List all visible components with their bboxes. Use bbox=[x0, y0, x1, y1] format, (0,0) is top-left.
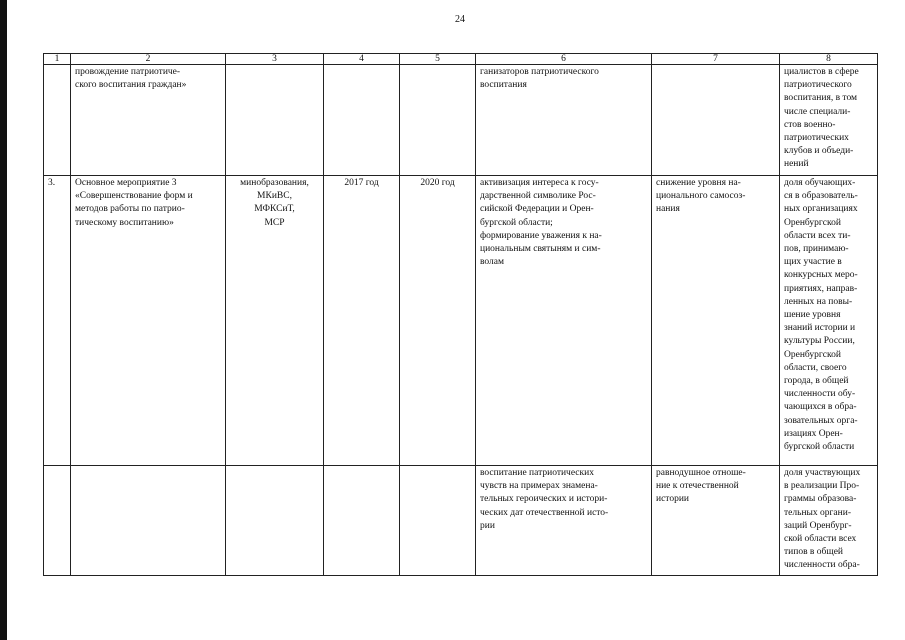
end-year-cell: 2020 год bbox=[400, 176, 476, 466]
executor-cell bbox=[226, 466, 324, 576]
col-header-3: 3 bbox=[226, 54, 324, 65]
indicator-cell: доля участвующих в реализации Про- граммы образова- тельных органи- заций Оренбург- ской области всех типов в общей численности обра- bbox=[780, 466, 878, 576]
table-row bbox=[44, 65, 878, 176]
page-number: 24 bbox=[455, 14, 465, 25]
left-binding-bar bbox=[0, 0, 7, 640]
end-year-cell bbox=[400, 466, 476, 576]
col-header-4: 4 bbox=[324, 54, 400, 65]
program-table bbox=[43, 53, 878, 576]
col-header-8: 8 bbox=[780, 54, 878, 65]
col-header-2: 2 bbox=[71, 54, 226, 65]
consequence-cell: снижение уровня на- ционального самосоз- нания bbox=[652, 176, 780, 466]
indicator-cell: циалистов в сфере патриотического воспитания, в том числе специали- стов военно- патриотических клубов и объеди- нений bbox=[780, 65, 878, 176]
row-number-cell: 3. bbox=[44, 176, 71, 466]
event-name-cell bbox=[71, 466, 226, 576]
consequence-cell: равнодушное отноше- ние к отечественной истории bbox=[652, 466, 780, 576]
expected-result-cell: ганизаторов патриотического воспитания bbox=[476, 65, 652, 176]
consequence-cell bbox=[652, 65, 780, 176]
col-header-1: 1 bbox=[44, 54, 71, 65]
executor-cell bbox=[226, 65, 324, 176]
event-name-cell: Основное мероприятие 3 «Совершенствование форм и методов работы по патрио- тическому воспитанию» bbox=[71, 176, 226, 466]
row-number-cell bbox=[44, 65, 71, 176]
start-year-cell: 2017 год bbox=[324, 176, 400, 466]
end-year-cell bbox=[400, 65, 476, 176]
executor-cell: минобразования, МКиВС, МФКСиТ, МСР bbox=[226, 176, 324, 466]
table-row bbox=[44, 466, 878, 576]
column-number-header bbox=[44, 54, 878, 65]
col-header-5: 5 bbox=[400, 54, 476, 65]
expected-result-cell: воспитание патриотических чувств на примерах знамена- тельных героических и истори- ческих дат отечественной исто- рии bbox=[476, 466, 652, 576]
indicator-cell: доля обучающих- ся в образователь- ных организациях Оренбургской области всех ти- пов, принимаю- щих участие в конкурсных меро- приятиях, направ- ленных на повы- шение уровня знаний истории и культуры России, Оренбургской области, своего города, в общей численности обу- чающихся в обра- зовательных орга- изациях Орен- бургской области bbox=[780, 176, 878, 466]
row-number-cell bbox=[44, 466, 71, 576]
col-header-6: 6 bbox=[476, 54, 652, 65]
col-header-7: 7 bbox=[652, 54, 780, 65]
start-year-cell bbox=[324, 466, 400, 576]
event-name-cell: провождение патриотиче- ского воспитания граждан» bbox=[71, 65, 226, 176]
expected-result-cell: активизация интереса к госу- дарственной символике Рос- сийской Федерации и Орен- бургской области; формирование уважения к на- циональным святыням и сим- волам bbox=[476, 176, 652, 466]
start-year-cell bbox=[324, 65, 400, 176]
table-row bbox=[44, 176, 878, 466]
